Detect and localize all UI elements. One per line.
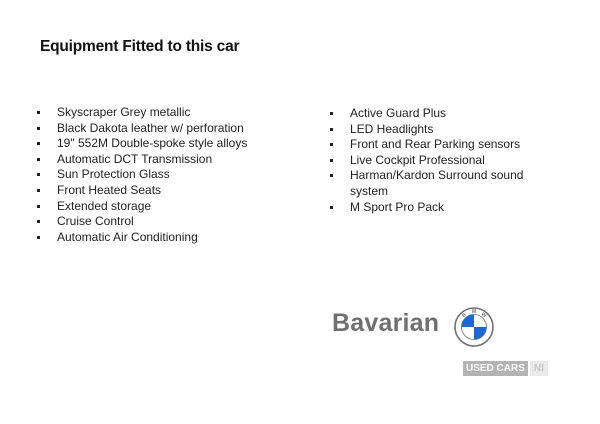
list-item: Black Dakota leather w/ perforation [37,121,287,137]
list-item: Active Guard Plus [330,106,530,122]
svg-text:M: M [472,308,477,315]
list-item: Automatic Air Conditioning [37,230,287,246]
used-cars-badge [463,361,548,376]
bmw-roundel-icon [454,307,494,347]
region-label: NI [530,361,548,376]
bullet-icon [37,127,40,130]
bullet-icon [330,143,333,146]
list-item: 19" 552M Double-spoke style alloys [37,136,287,152]
bullet-icon [37,220,40,223]
svg-text:W: W [479,311,488,320]
bullet-icon [330,174,333,177]
list-item: Sun Protection Glass [37,167,287,183]
bullet-icon [37,205,40,208]
list-item: Automatic DCT Transmission [37,152,287,168]
list-item: Front Heated Seats [37,183,287,199]
page-title: Equipment Fitted to this car [40,38,240,55]
list-item: Harman/Kardon Surround sound system [330,168,530,199]
bullet-icon [330,159,333,162]
bullet-icon [330,206,333,209]
bullet-icon [37,142,40,145]
list-item: Extended storage [37,199,287,215]
bullet-icon [37,173,40,176]
svg-text:B: B [460,312,468,320]
bullet-icon [37,189,40,192]
equipment-list-left [37,105,287,245]
list-item: LED Headlights [330,122,530,138]
used-cars-label: USED CARS [463,361,528,376]
bullet-icon [37,236,40,239]
list-item: Live Cockpit Professional [330,153,530,169]
list-item: M Sport Pro Pack [330,200,530,216]
list-item: Skyscraper Grey metallic [37,105,287,121]
bullet-icon [330,112,333,115]
bullet-icon [37,111,40,114]
bullet-icon [330,128,333,131]
list-item: Front and Rear Parking sensors [330,137,530,153]
equipment-list-right [330,106,530,215]
dealer-logo-text: Bavarian [332,309,440,337]
list-item: Cruise Control [37,214,287,230]
bullet-icon [37,158,40,161]
